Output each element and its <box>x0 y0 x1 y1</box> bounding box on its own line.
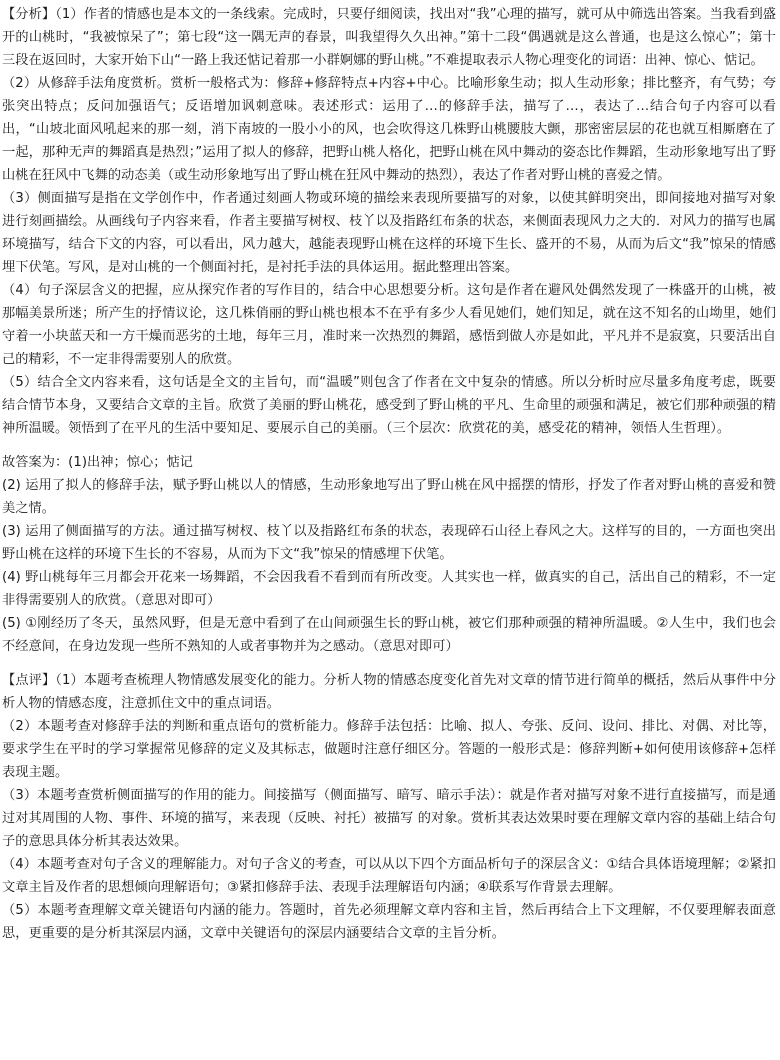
comment-2: （2）本题考查对修辞手法的判断和重点语句的赏析能力。修辞手法包括：比喻、拟人、夸张、反问、设问、排比、对偶、对比等，要求学生在平时的学习掌握常见修辞的定义及其标志，做题时注意仔细区分。答题的一般形式是：修辞判断+如何使用该修辞+怎样表现主题。 <box>2 719 776 780</box>
answer-2: (2) 运用了拟人的修辞手法，赋予野山桃以人的情感，生动形象地写出了野山桃在风中摇摆的情形，抒发了作者对野山桃的喜爱和赞美之情。 <box>2 478 776 516</box>
answer-4: (4) 野山桃每年三月都会开花来一场舞蹈，不会因我看不看到而有所改变。人其实也一样，做真实的自己，活出自己的精彩，不一定非得需要别人的欣赏。（意思对即可） <box>2 570 776 608</box>
answer-5: (5) ①刚经历了冬天，虽然风野，但是无意中看到了在山间顽强生长的野山桃，被它们那种顽强的精神所温暖。②人生中，我们也会不经意间，在身边发现一些所不熟知的人或者事物并为之感动。（意思对即可） <box>2 616 776 654</box>
analysis-paragraph-1: 【分析】（1）作者的情感也是本文的一条线索。完成时，只要仔细阅读，找出对“我”心理的描写，就可从中筛选出答案。当我看到盛开的山桃时，“我被惊呆了”；第七段“这一隅无声的春景，叫我望得久久出神。”第十二段“偶遇就是这么普通，也是这么惊心”；第十三段在返回时，大家开始下山“一路上我还惦记着那一小群婀娜的野山桃。”不难提取表示人物心理变化的词语：出神、惊心、惦记。 <box>2 7 776 68</box>
section-gap <box>2 658 776 669</box>
comment-4: （4）本题考查对句子含义的理解能力。对句子含义的考查，可以从以下四个方面品析句子的深层含义：①结合具体语境理解；②紧扣文章主旨及作者的思想倾向理解语句；③紧扣修辞手法、表现手法理解语句内涵；④联系写作背景去理解。 <box>2 857 776 895</box>
answer-3: (3) 运用了侧面描写的方法。通过描写树杈、枝丫以及指路红布条的状态，表现碎石山径上春风之大。这样写的目的，一方面也突出野山桃在这样的环境下生长的不容易，从而为下文“我”惊呆的情感埋下伏笔。 <box>2 524 776 562</box>
answer-1: 故答案为：(1)出神；惊心；惦记 <box>2 455 193 470</box>
comment-1: 【点评】（1）本题考查梳理人物情感发展变化的能力。分析人物的情感态度变化首先对文章的情节进行简单的概括，然后从事件中分析人物的情感态度，注意抓住文中的重点词语。 <box>2 673 776 711</box>
section-gap <box>2 440 776 451</box>
comment-3: （3）本题考查赏析侧面描写的作用的能力。间接描写（侧面描写、暗写、暗示手法）：就是作者对描写对象不进行直接描写，而是通过对其周围的人物、事件、环境的描写，来表现（反映、衬托）被描写 的对象。赏析其表达效果时要在理解文章内容的基础上结合句子的意思具体分析其表达效果。 <box>2 788 776 849</box>
comment-5: （5）本题考查理解文章关键语句内涵的能力。答题时，首先必须理解文章内容和主旨，然后再结合上下文理解，不仅要理解表面意思，更重要的是分析其深层内涵，文章中关键语句的深层内涵要结合文章的主旨分析。 <box>2 903 776 941</box>
comments-section <box>2 669 776 945</box>
analysis-paragraph-5: （5）结合全文内容来看，这句话是全文的主旨句，而“温暖”则包含了作者在文中复杂的情感。所以分析时应尽量多角度考虑，既要结合情节本身，又要结合文章的主旨。欣赏了美丽的野山桃花，感受到了野山桃的平凡、生命里的顽强和满足，被它们那种顽强的精神所温暖。领悟到了在平凡的生活中要知足、要展示自己的美丽。（三个层次：欣赏花的美，感受花的精神，领悟人生哲理）。 <box>2 375 776 436</box>
analysis-paragraph-3: （3）侧面描写是指在文学创作中，作者通过刻画人物或环境的描绘来表现所要描写的对象，以使其鲜明突出，即间接地对描写对象进行刻画描绘。从画线句子内容来看，作者主要描写树杈、枝丫以及指路红布条的状态，来侧面表现风力之大的．对风力的描写也属环境描写，结合下文的内容，可以看出，风力越大，越能表现野山桃在这样的环境下生长、盛开的不易，从而为后文“我”惊呆的情感埋下伏笔。写风，是对山桃的一个侧面衬托，是衬托手法的具体运用。据此整理出答案。 <box>2 191 776 275</box>
analysis-paragraph-4: （4）句子深层含义的把握，应从探究作者的写作目的，结合中心思想要分析。这句是作者在避风处偶然发现了一株盛开的山桃，被那幅美景所迷；所产生的抒情议论，这几株俏丽的野山桃也根本不在乎有多少人看见她们，她们知足，就在这不知名的山坳里，她们守着一小块蓝天和一方干燥而恶劣的土地，每年三月，准时来一次热烈的舞蹈，感悟到做人亦是如此，平凡并不是寂寞，只要活出自己的精彩，不一定非得需要别人的欣赏。 <box>2 283 776 367</box>
analysis-section <box>2 3 776 440</box>
answers-section <box>2 451 776 658</box>
analysis-paragraph-2: （2）从修辞手法角度赏析。赏析一般格式为：修辞+修辞特点+内容+中心。比喻形象生动；拟人生动形象；排比整齐，有气势；夸张突出特点；反问加强语气；反语增加讽刺意味。表述形式：运用了…的修辞手法，描写了…，表达了…结合句子内容可以看出，“山坡北面风吼起来的那一刻，消下南坡的一股小小的风，也会吹得这几株野山桃腰肢大颤，那密密层层的花也就互相厮磨在了一起，那种无声的舞蹈真是热烈；”运用了拟人的修辞，把野山桃人格化，把野山桃在风中舞动的姿态比作舞蹈，生动形象地写出了野山桃在狂风中飞舞的动态美（或生动形象地写出了野山桃在狂风中舞动的热烈），表达了作者对野山桃的喜爱之情。 <box>2 76 776 183</box>
